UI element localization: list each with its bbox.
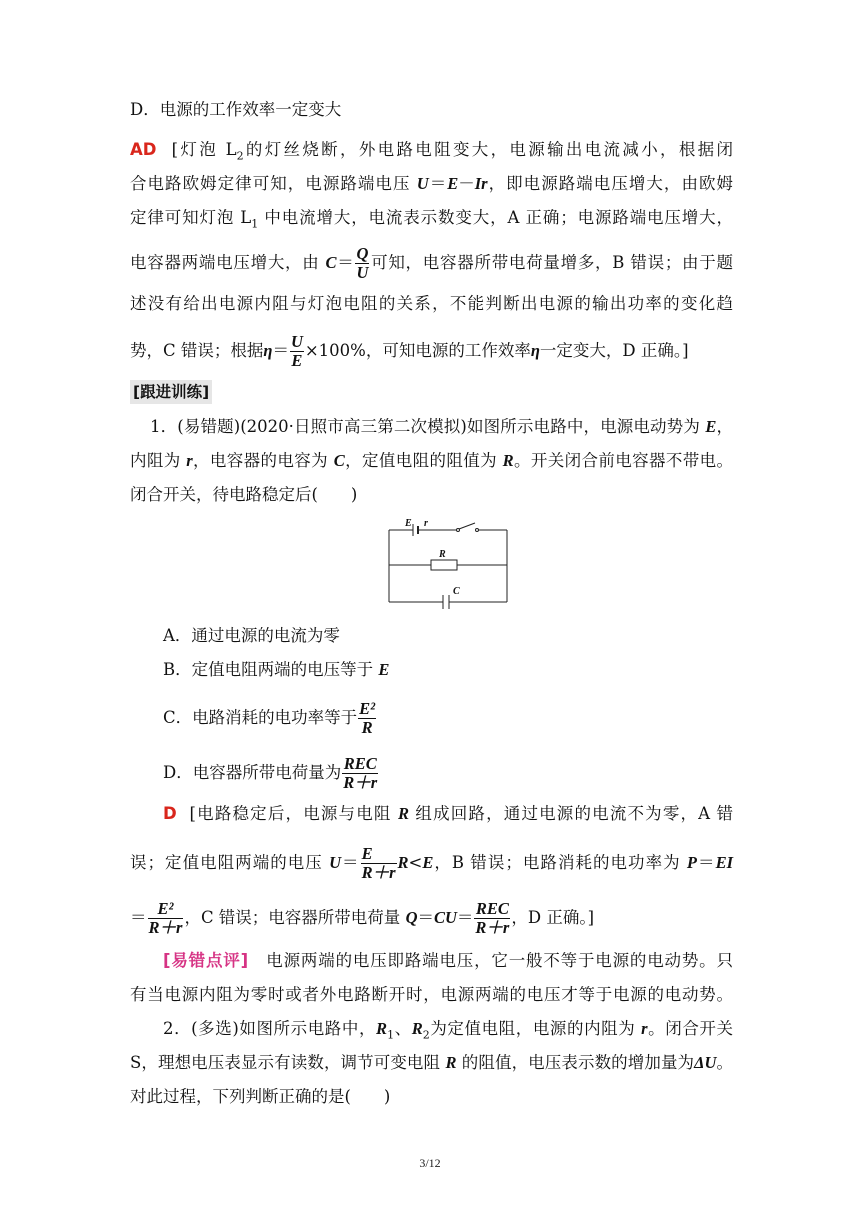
fraction-rec-over-rr-2: $\frac{\text{REC}}{R+r}$ [475,899,510,937]
label-e: E [405,518,412,529]
q1-line-2: 内阻为 r，电容器的电容为 C，定值电阻的阻值为 R。开关闭合前电容器不带电。 [130,451,734,470]
q1-option-b: B．定值电阻两端的电压等于 E [163,660,390,679]
answer-2-line-2: 误；定值电阻两端的电压 U＝ $\frac{E}{R+r}$ R<E，B 错误；电路消耗的电功率为 P＝EI [130,844,734,882]
label-c: C [453,586,460,597]
option-d-prev: D．电源的工作效率一定变大 [130,100,342,119]
q1-option-c: C．电路消耗的电功率等于 $\frac{\text{E²}}{R}$ [163,699,376,737]
q2-line-2: S，理想电压表显示有读数，调节可变电阻 R 的阻值，电压表示数的增加量为ΔU。 [130,1053,734,1072]
answer-1-line-5: 述没有给出电源内阻与灯泡电阻的关系，不能判断出电源的输出功率的变化趋 [130,294,733,313]
label-r-internal: r [424,518,428,529]
fraction-e2-over-r: $\frac{\text{E²}}{R}$ [359,699,376,737]
switch-blade [459,523,475,529]
fraction-rec-over-rr: $\frac{\text{REC}}{R+r}$ [343,754,378,792]
circuit-diagram [387,514,509,610]
section-tag-follow-up: [跟进训练] [130,380,212,404]
page-number: 3/12 [419,1156,441,1170]
answer-1-line-1: AD [灯泡 $L_2$的灯丝烧断，外电路电阻变大，电源输出电流减小，根据闭 [130,140,734,163]
q2-line-1: 2．(多选)如图所示电路中，$R_1$、$R_2$为定值电阻，电源的内阻为 r。闭合开关 [163,1019,734,1042]
label-r-resistor: R [439,549,446,560]
comment-line-1: [易错点评] 电源两端的电压即路端电压，它一般不等于电源的电动势。只 [163,951,734,970]
answer-label: AD [130,140,157,159]
q1-line-3: 闭合开关，待电路稳定后( ) [130,485,358,504]
q1-option-a: A．通过电源的电流为零 [163,626,340,645]
fraction-u-over-e: $\frac{U}{E}$ [290,332,303,370]
answer-1-line-3: 定律可知灯泡 $L_1$ 中电流增大，电流表示数变大，A 正确；电源路端电压增大， [130,208,734,231]
answer-1-line-4: 电容器两端电压增大，由 C＝ $\frac{Q}{U}$ 可知，电容器所带电荷量增多，B 错误；由于题 [130,244,734,282]
resistor-symbol [431,560,457,570]
answer-label: D [163,804,177,823]
fraction-e-over-rr: $\frac{E}{R+r}$ [361,844,396,882]
answer-1-line-6: 势，C 错误；根据η＝ $\frac{U}{E}$ ×100%，可知电源的工作效率η一定变大，D 正确。] [130,332,689,370]
q2-line-3: 对此过程，下列判断正确的是( ) [130,1087,391,1106]
fraction-e2-over-rr: $\frac{\text{E²}}{R+r}$ [148,899,183,937]
answer-2-line-3: ＝ $\frac{\text{E²}}{R+r}$ ，C 错误；电容器所带电荷量 Q＝CU＝ $\frac{\text{REC}}{R+r}$ ，D 正确。] [130,899,595,937]
answer-1-line-2: 合电路欧姆定律可知，电源路端电压 U＝E－Ir，即电源路端电压增大，由欧姆 [130,174,734,193]
answer-2-line-1: D [电路稳定后，电源与电阻 R 组成回路，通过电源的电流不为零，A 错 [163,804,734,823]
comment-tag: [易错点评] [163,951,249,970]
comment-line-2: 有当电源内阻为零时或者外电路断开时，电源两端的电压才等于电源的电动势。 [130,985,733,1004]
q1-option-d: D．电容器所带电荷量为 $\frac{\text{REC}}{R+r}$ [163,754,378,792]
q1-line-1: 1．(易错题)(2020·日照市高三第二次模拟)如图所示电路中，电源电动势为 E， [150,417,733,436]
fraction-q-over-u: $\frac{Q}{U}$ [356,244,369,282]
